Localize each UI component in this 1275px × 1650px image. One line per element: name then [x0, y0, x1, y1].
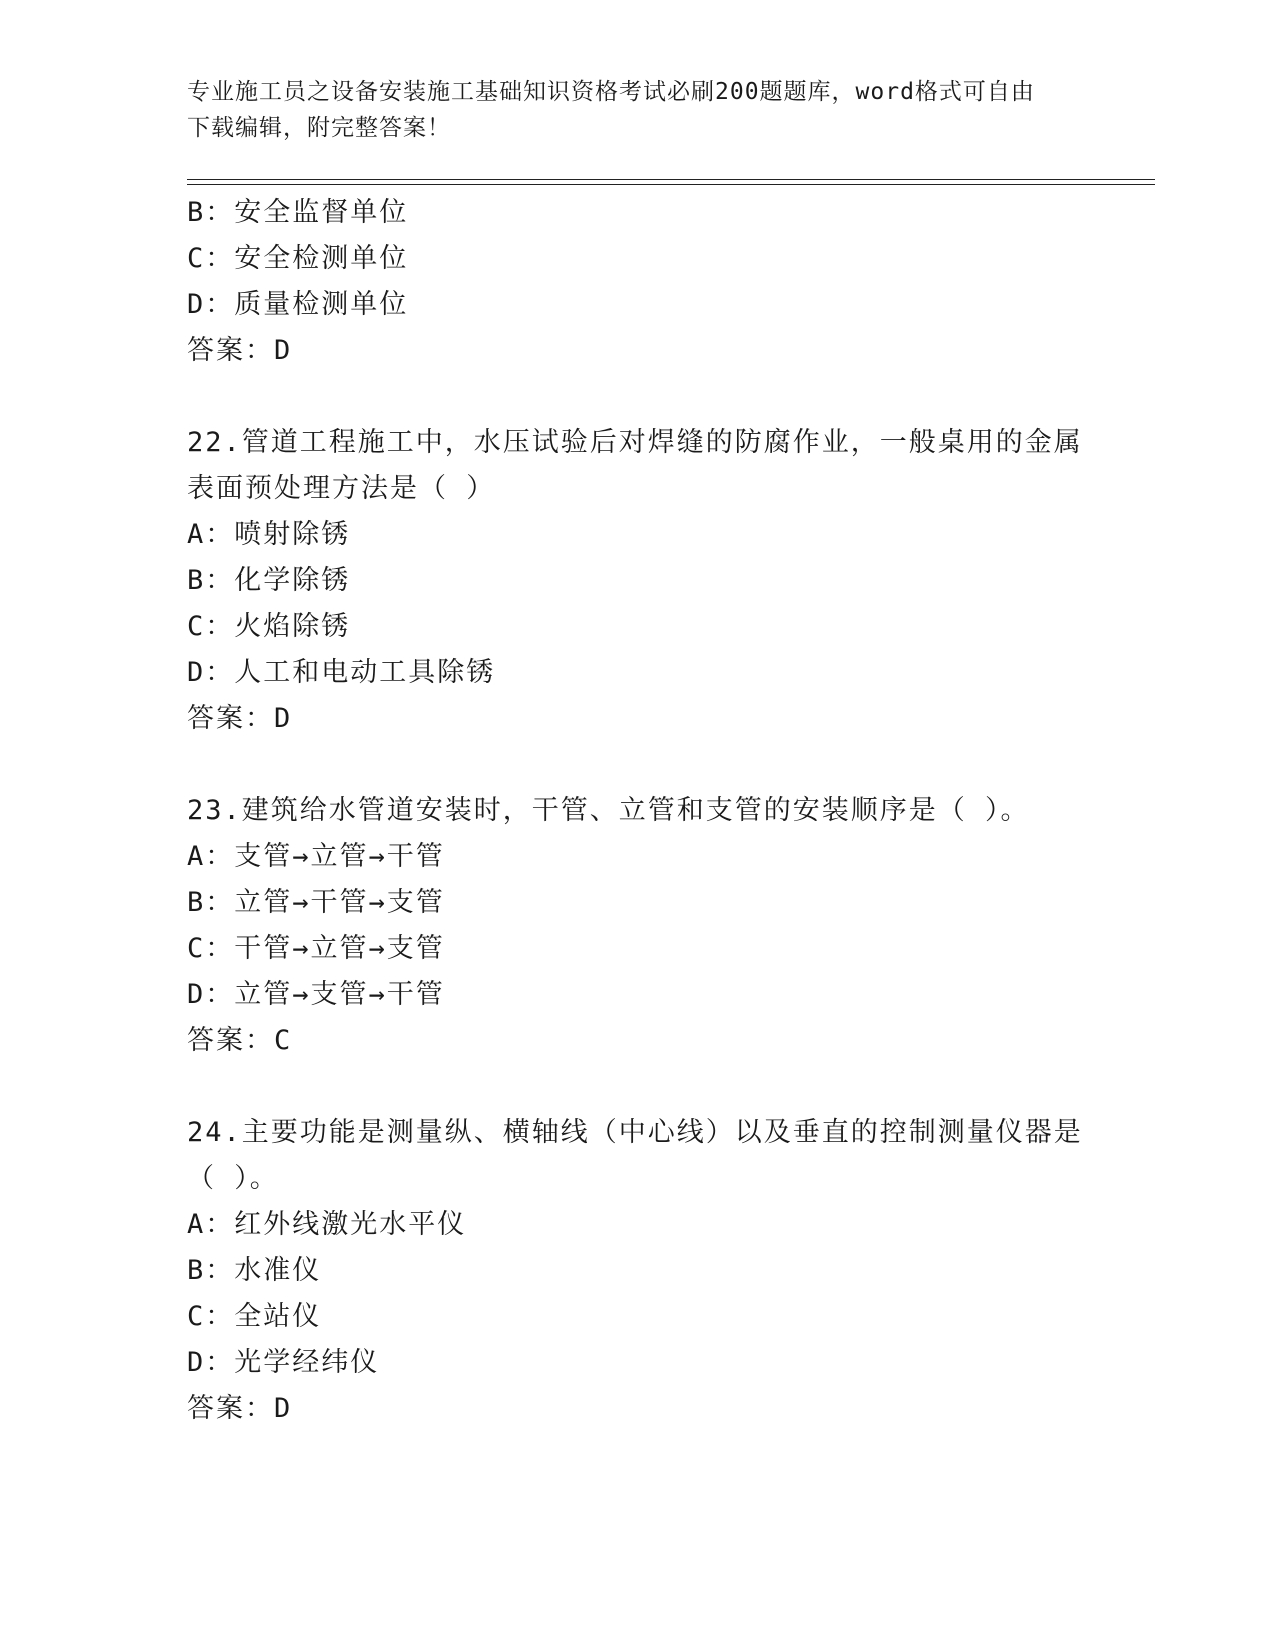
header-line-1: 专业施工员之设备安装施工基础知识资格考试必刷200题题库，word格式可自由 [187, 79, 1035, 105]
answer-line: 答案：D [187, 335, 293, 366]
question-text-line-1: 23.建筑给水管道安装时，干管、立管和支管的安装顺序是（ ）。 [187, 795, 1030, 826]
option-b: B：立管→干管→支管 [187, 887, 445, 918]
question-text-line-2: 表面预处理方法是（ ） [187, 473, 496, 504]
option-a: A：支管→立管→干管 [187, 841, 445, 872]
spacer [187, 1064, 1087, 1110]
option-c: C：安全检测单位 [187, 243, 409, 274]
option-c: C：干管→立管→支管 [187, 933, 445, 964]
answer-line: 答案：D [187, 1393, 293, 1424]
option-a: A：红外线激光水平仪 [187, 1209, 467, 1240]
option-d: D：质量检测单位 [187, 289, 409, 320]
option-b: B：安全监督单位 [187, 197, 409, 228]
header-rule-top [187, 179, 1155, 180]
question-list [187, 190, 1087, 1432]
option-c: C：火焰除锈 [187, 611, 351, 642]
spacer [187, 742, 1087, 788]
option-d: D：人工和电动工具除锈 [187, 657, 496, 688]
option-d: D：立管→支管→干管 [187, 979, 445, 1010]
answer-line: 答案：D [187, 703, 293, 734]
question-text-line-1: 22.管道工程施工中，水压试验后对焊缝的防腐作业，一般桌用的金属 [187, 427, 1083, 458]
option-b: B：水准仪 [187, 1255, 322, 1286]
question-24 [187, 1110, 1087, 1432]
header-rule-bottom [187, 184, 1155, 185]
option-b: B：化学除锈 [187, 565, 351, 596]
header-line-2: 下载编辑，附完整答案！ [187, 115, 451, 141]
option-d: D：光学经纬仪 [187, 1347, 380, 1378]
question-text-line-2: （ ）。 [187, 1163, 279, 1194]
question-text-line-1: 24.主要功能是测量纵、横轴线（中心线）以及垂直的控制测量仪器是 [187, 1117, 1083, 1148]
document-header [187, 74, 1087, 146]
option-a: A：喷射除锈 [187, 519, 351, 550]
question-22 [187, 420, 1087, 742]
question-21-tail [187, 190, 1087, 374]
option-c: C：全站仪 [187, 1301, 322, 1332]
spacer [187, 374, 1087, 420]
question-23 [187, 788, 1087, 1064]
answer-line: 答案：C [187, 1025, 293, 1056]
